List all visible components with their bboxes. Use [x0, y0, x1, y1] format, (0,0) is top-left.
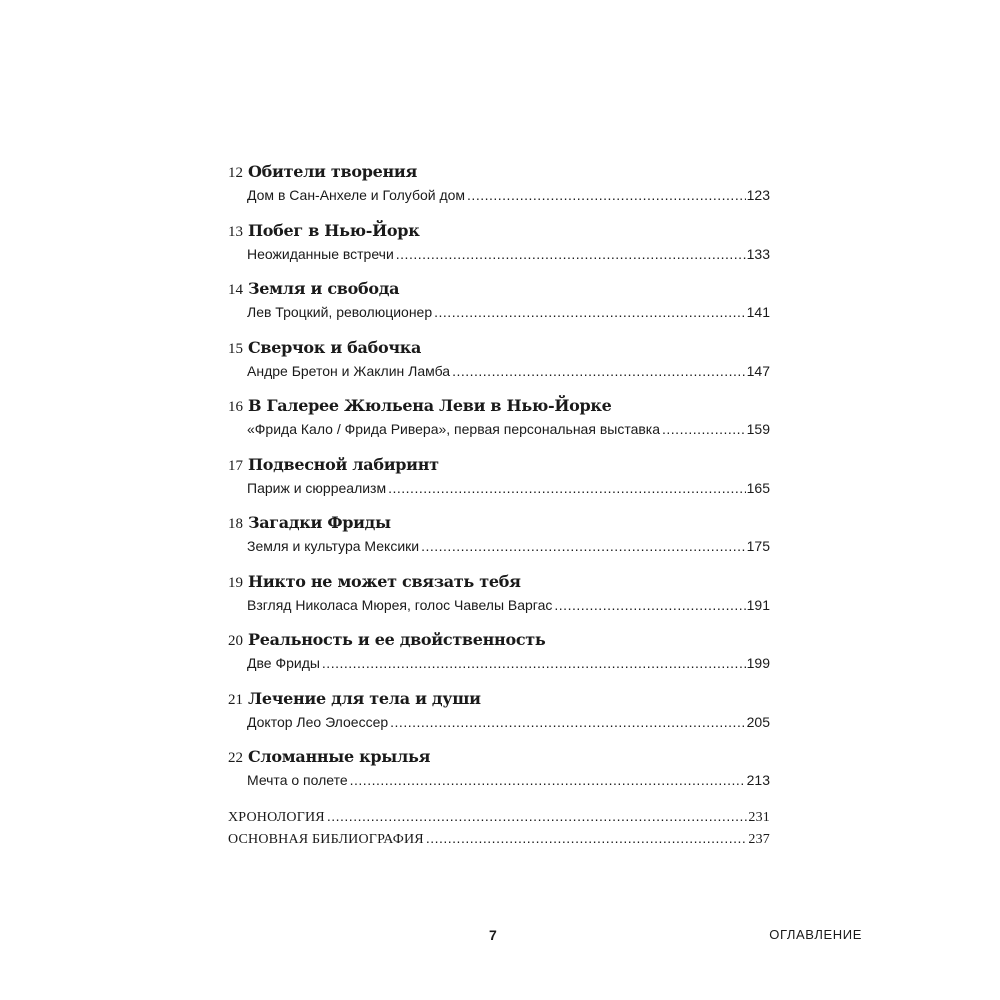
toc-chapter — [228, 687, 770, 746]
page-number: 237 — [748, 831, 770, 847]
chapter-heading — [228, 570, 770, 595]
footer-page-number: 7 — [489, 927, 497, 943]
dot-leader — [390, 712, 745, 732]
table-of-contents — [228, 160, 770, 850]
chapter-subtitle: Две Фриды — [247, 655, 320, 671]
appendix-title: ХРОНОЛОГИЯ — [228, 809, 325, 825]
dot-leader — [467, 185, 746, 205]
chapter-subtitle: Неожиданные встречи — [247, 245, 394, 262]
chapter-heading — [228, 687, 770, 712]
chapter-heading — [228, 628, 770, 653]
page-number: 199 — [746, 655, 770, 671]
dot-leader — [426, 828, 748, 848]
toc-entry[interactable] — [228, 806, 770, 828]
chapter-subtitle: Лев Троцкий, революционер — [247, 304, 433, 320]
page-number: 133 — [746, 245, 770, 262]
dot-leader — [396, 244, 746, 264]
chapter-title: Загадки Фриды — [248, 513, 391, 532]
toc-entry[interactable] — [228, 419, 770, 439]
page-number: 231 — [748, 809, 770, 825]
chapter-title: Земля и свобода — [248, 279, 400, 298]
chapter-subtitle: Андре Бретон и Жаклин Ламба — [247, 362, 451, 379]
dot-leader — [554, 595, 745, 615]
toc-chapter — [228, 628, 770, 687]
toc-entry[interactable] — [228, 712, 770, 732]
page-number: 175 — [746, 538, 770, 554]
chapter-subtitle: Земля и культура Мексики — [247, 538, 420, 554]
chapter-heading — [228, 745, 770, 770]
toc-chapter — [228, 277, 770, 336]
chapter-title: Обители творения — [248, 162, 417, 181]
toc-chapter — [228, 570, 770, 629]
page-number: 165 — [746, 479, 770, 496]
chapter-number: 20 — [228, 633, 243, 649]
toc-appendix — [228, 806, 770, 850]
chapter-number: 12 — [228, 165, 243, 181]
chapter-heading — [228, 160, 770, 185]
toc-entry[interactable] — [228, 361, 770, 381]
dot-leader — [327, 806, 748, 826]
chapter-title: Никто не может связать тебя — [248, 571, 521, 591]
page-number: 213 — [746, 772, 770, 788]
toc-entry[interactable] — [228, 828, 770, 850]
toc-entry[interactable] — [228, 595, 770, 615]
dot-leader — [434, 302, 746, 322]
toc-entry[interactable] — [228, 478, 770, 498]
chapter-heading — [228, 453, 770, 478]
chapter-number: 14 — [228, 282, 243, 298]
toc-chapter — [228, 394, 770, 453]
chapter-subtitle: Дом в Сан-Анхеле и Голубой дом — [247, 187, 466, 203]
dot-leader — [421, 536, 746, 556]
page-number: 159 — [746, 421, 770, 437]
chapter-heading — [228, 336, 770, 361]
chapter-title: Побег в Нью-Йорк — [248, 220, 420, 240]
chapter-title: Реальность и ее двойственность — [248, 630, 546, 649]
dot-leader — [350, 770, 746, 790]
chapter-subtitle: Взгляд Николаса Мюрея, голос Чавелы Варгас — [247, 596, 553, 613]
chapter-title: Подвесной лабиринт — [248, 454, 439, 474]
page-number: 141 — [746, 304, 770, 320]
chapter-heading — [228, 394, 770, 419]
page-number: 147 — [746, 362, 770, 379]
chapter-subtitle: Париж и сюрреализм — [247, 479, 387, 496]
toc-entry[interactable] — [228, 770, 770, 790]
chapter-subtitle: «Фрида Кало / Фрида Ривера», первая персональная выставка — [247, 421, 661, 437]
chapter-heading — [228, 511, 770, 536]
chapter-number: 19 — [228, 574, 243, 591]
page-number: 123 — [746, 187, 770, 203]
toc-chapter — [228, 336, 770, 395]
footer-section-title: ОГЛАВЛЕНИЕ — [769, 927, 862, 942]
chapter-number: 17 — [228, 457, 243, 474]
appendix-title: ОСНОВНАЯ БИБЛИОГРАФИЯ — [228, 831, 424, 847]
chapter-title: Сломанные крылья — [248, 747, 431, 766]
toc-entry[interactable] — [228, 536, 770, 556]
toc-chapter — [228, 745, 770, 804]
chapter-number: 13 — [228, 223, 243, 240]
chapter-subtitle: Доктор Лео Элоессер — [247, 713, 389, 730]
chapter-number: 15 — [228, 340, 243, 357]
dot-leader — [322, 653, 746, 673]
toc-chapter — [228, 219, 770, 278]
chapter-title: Сверчок и бабочка — [248, 337, 422, 357]
toc-entry[interactable] — [228, 185, 770, 205]
dot-leader — [452, 361, 746, 381]
page-number: 191 — [746, 596, 770, 613]
toc-chapter — [228, 453, 770, 512]
chapter-number: 22 — [228, 750, 243, 766]
toc-chapter — [228, 160, 770, 219]
dot-leader — [662, 419, 746, 439]
chapter-number: 21 — [228, 691, 243, 708]
toc-entry[interactable] — [228, 653, 770, 673]
chapter-title: Лечение для тела и души — [248, 688, 481, 708]
toc-chapter — [228, 511, 770, 570]
toc-entry[interactable] — [228, 244, 770, 264]
dot-leader — [388, 478, 746, 498]
page-number: 205 — [746, 713, 770, 730]
chapter-title: В Галерее Жюльена Леви в Нью-Йорке — [248, 396, 612, 415]
toc-entry[interactable] — [228, 302, 770, 322]
chapter-heading — [228, 219, 770, 244]
chapter-number: 18 — [228, 516, 243, 532]
chapter-number: 16 — [228, 399, 243, 415]
chapter-subtitle: Мечта о полете — [247, 772, 348, 788]
chapter-heading — [228, 277, 770, 302]
